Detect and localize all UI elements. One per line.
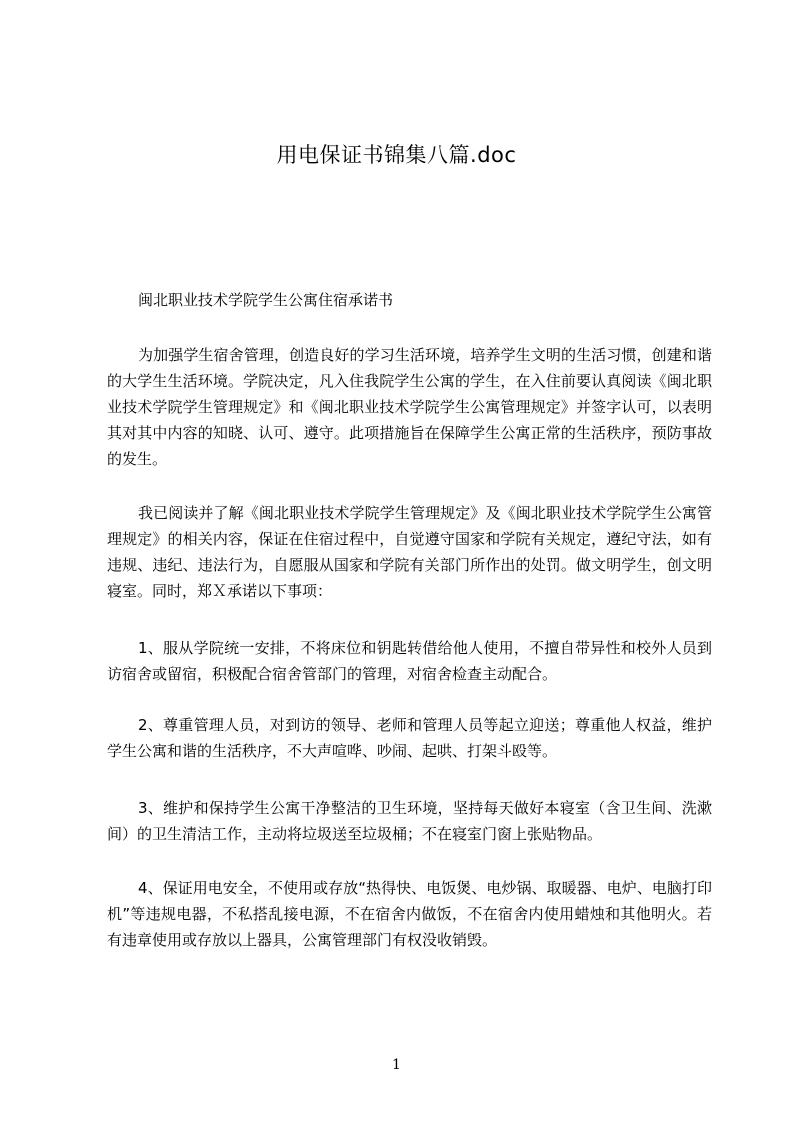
document-subtitle: 闽北职业技术学院学生公寓住宿承诺书 — [138, 291, 394, 309]
paragraph-item-1: 1、服从学院统一安排，不将床位和钥匙转借给他人使用，不擅自带异性和校外人员到访宿舍或留宿，积极配合宿舍管部门的管理，对宿舍检查主动配合。 — [107, 639, 712, 683]
paragraph-item-3: 3、维护和保持学生公寓干净整洁的卫生环境，坚持每天做好本寝室（含卫生间、洗漱间）的卫生清洁工作，主动将垃圾送至垃圾桶；不在寝室门窗上张贴物品。 — [107, 799, 712, 843]
paragraph-item-4: 4、保证用电安全，不使用或存放“热得快、电饭煲、电炒锅、取暖器、电炉、电脑打印机”等违规电器，不私搭乱接电源，不在宿舍内做饭，不在宿舍内使用蜡烛和其他明火。若有违章使用或存放以上器具，公寓管理部门有权没收销毁。 — [107, 879, 712, 949]
paragraph-item-2: 2、尊重管理人员，对到访的领导、老师和管理人员等起立迎送；尊重他人权益，维护学生公寓和谐的生活秩序，不大声喧哗、吵闹、起哄、打架斗殴等。 — [107, 716, 712, 760]
paragraph-pledge: 我已阅读并了解《闽北职业技术学院学生管理规定》及《闽北职业技术学院学生公寓管理规定》的相关内容，保证在住宿过程中，自觉遵守国家和学院有关规定，遵纪守法，如有违规、违纪、违法行为，自愿服从国家和学院有关部门所作出的处罚。做文明学生，创文明寝室。同时，郑Ｘ承诺以下事项： — [107, 504, 712, 600]
page-number: 1 — [392, 1057, 401, 1073]
paragraph-intro: 为加强学生宿舍管理，创造良好的学习生活环境，培养学生文明的生活习惯，创建和谐的大学生生活环境。学院决定，凡入住我院学生公寓的学生，在入住前要认真阅读《闽北职业技术学院学生管理规定》和《闽北职业技术学院学生公寓管理规定》并签字认可，以表明其对其中内容的知晓、认可、遵守。此项措施旨在保障学生公寓正常的生活秩序，预防事故的发生。 — [107, 346, 712, 468]
document-title: 用电保证书锦集八篇.doc — [276, 143, 517, 167]
